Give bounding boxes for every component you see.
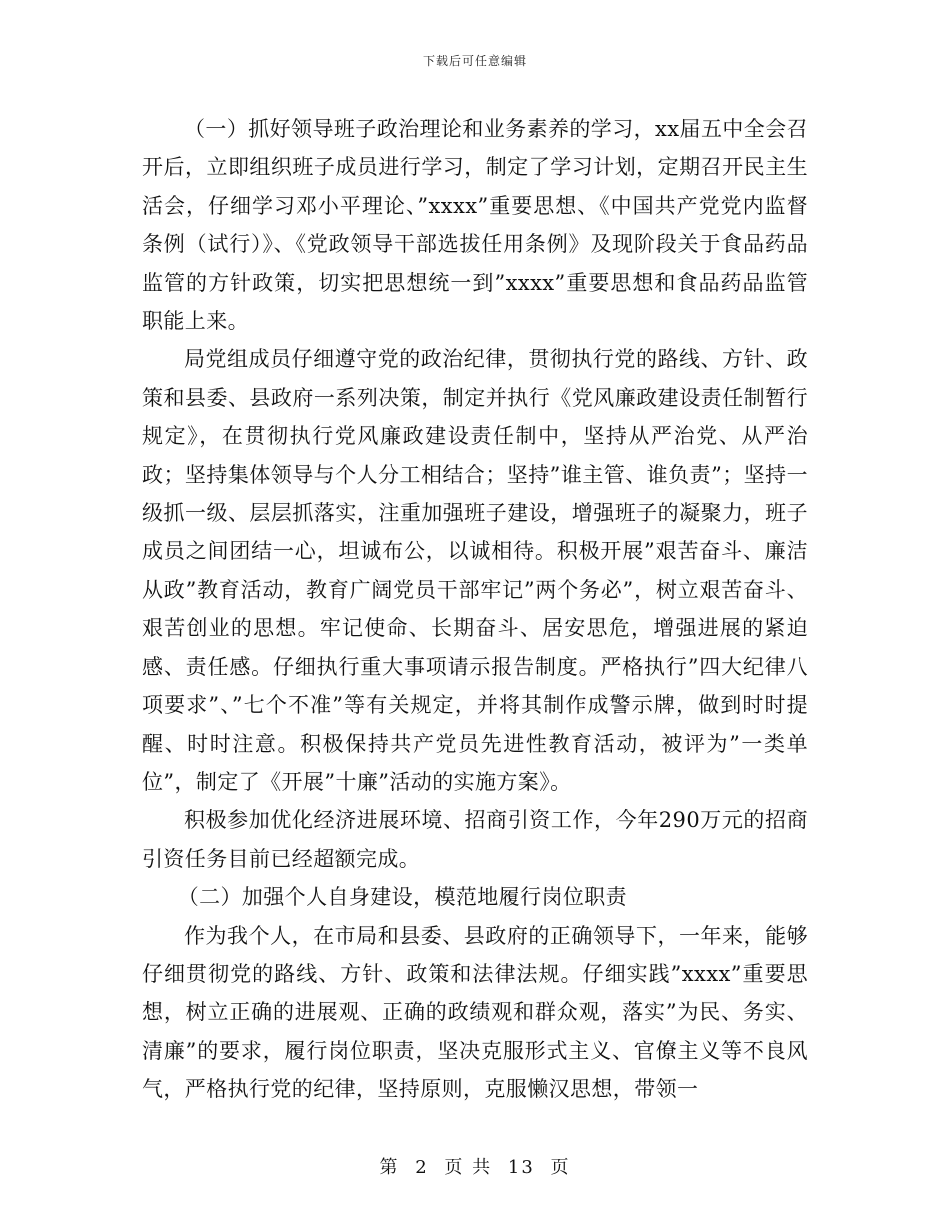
total-pages-number: 13 xyxy=(507,1157,535,1178)
document-body xyxy=(142,110,808,1109)
section-heading-two: （二）加强个人自身建设，模范地履行岗位职责 xyxy=(177,885,628,910)
page-label-mid: 页 共 xyxy=(444,1157,493,1178)
header-note: 下载后可任意编辑 xyxy=(422,54,527,68)
current-page-number: 2 xyxy=(415,1157,429,1178)
paragraph-section-one: （一）抓好领导班子政治理论和业务素养的学习，xx届五中全会召开后，立即组织班子成员进行学习，制定了学习计划，定期召开民主生活会，仔细学习邓小平理论、”xxxx”重要思想、《中国共产党党内监督条例（试行）》、《党政领导干部选拔任用条例》及现阶段关于食品药品监管的方针政策，切实把思想统一到”xxxx”重要思想和食品药品监管职能上来。 xyxy=(142,117,808,334)
page-number-footer xyxy=(0,1153,950,1179)
paragraph-party-discipline: 局党组成员仔细遵守党的政治纪律，贯彻执行党的路线、方针、政策和县委、县政府一系列决策，制定并执行《党风廉政建设责任制暂行规定》，在贯彻执行党风廉政建设责任制中，坚持从严治党、从严治政；坚持集体领导与个人分工相结合；坚持”谁主管、谁负责”；坚持一级抓一级、层层抓落实，注重加强班子建设，增强班子的凝聚力，班子成员之间团结一心，坦诚布公，以诚相待。积极开展”艰苦奋斗、廉洁从政”教育活动，教育广阔党员干部牢记”两个务必”，树立艰苦奋斗、艰苦创业的思想。牢记使命、长期奋斗、居安思危，增强进展的紧迫感、责任感。仔细执行重大事项请示报告制度。严格执行”四大纪律八项要求”、”七个不准”等有关规定，并将其制作成警示牌，做到时时提醒、时时注意。积极保持共产党员先进性教育活动，被评为”一类单位”，制定了《开展”十廉”活动的实施方案》。 xyxy=(142,347,808,794)
paragraph-investment: 积极参加优化经济进展环境、招商引资工作，今年290万元的招商引资任务目前已经超额完成。 xyxy=(142,808,808,871)
paragraph-personal: 作为我个人，在市局和县委、县政府的正确领导下，一年来，能够仔细贯彻党的路线、方针、政策和法律法规。仔细实践”xxxx”重要思想，树立正确的进展观、正确的政绩观和群众观，落实”为民、务实、清廉”的要求，履行岗位职责，坚决克服形式主义、官僚主义等不良风气，严格执行党的纪律，坚持原则，克服懒汉思想，带领一 xyxy=(142,923,808,1102)
page-label-prefix: 第 xyxy=(379,1157,400,1178)
page-label-suffix: 页 xyxy=(550,1157,571,1178)
